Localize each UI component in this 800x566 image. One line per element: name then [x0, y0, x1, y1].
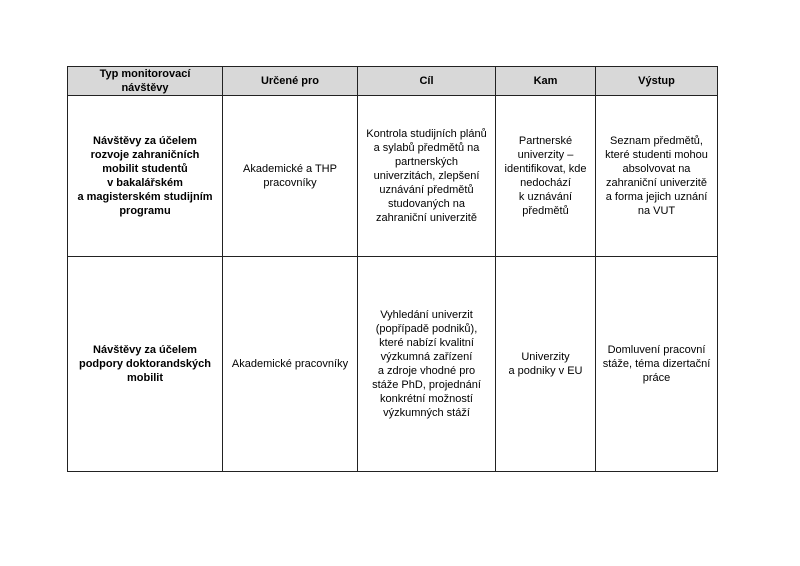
cell-visit-type: Návštěvy za účelem podpory doktorandských mobilit	[68, 257, 223, 472]
header-visit-type: Typ monitorovací návštěvy	[68, 67, 223, 96]
cell-where: Univerzity a podniky v EU	[496, 257, 596, 472]
header-output: Výstup	[596, 67, 718, 96]
cell-visit-type: Návštěvy za účelem rozvoje zahraničních mobilit studentů v bakalářském a magisterském studijním programu	[68, 96, 223, 257]
table-header-row	[68, 67, 718, 96]
header-intended-for: Určené pro	[223, 67, 358, 96]
cell-goal: Vyhledání univerzit (popřípadě podniků), které nabízí kvalitní výzkumná zařízení a zdroje vhodné pro stáže PhD, projednání konkrétní možností výzkumných stáží	[358, 257, 496, 472]
table-row	[68, 96, 718, 257]
table-row	[68, 257, 718, 472]
header-where: Kam	[496, 67, 596, 96]
cell-output: Seznam předmětů, které studenti mohou absolvovat na zahraniční univerzitě a forma jejich uznání na VUT	[596, 96, 718, 257]
monitoring-visits-table	[67, 66, 718, 472]
cell-goal: Kontrola studijních plánů a sylabů předmětů na partnerských univerzitách, zlepšení uznávání předmětů studovaných na zahraniční univerzitě	[358, 96, 496, 257]
header-goal: Cíl	[358, 67, 496, 96]
cell-where: Partnerské univerzity – identifikovat, kde nedochází k uznávání předmětů	[496, 96, 596, 257]
cell-intended-for: Akademické a THP pracovníky	[223, 96, 358, 257]
cell-intended-for: Akademické pracovníky	[223, 257, 358, 472]
cell-output: Domluvení pracovní stáže, téma dizertační práce	[596, 257, 718, 472]
